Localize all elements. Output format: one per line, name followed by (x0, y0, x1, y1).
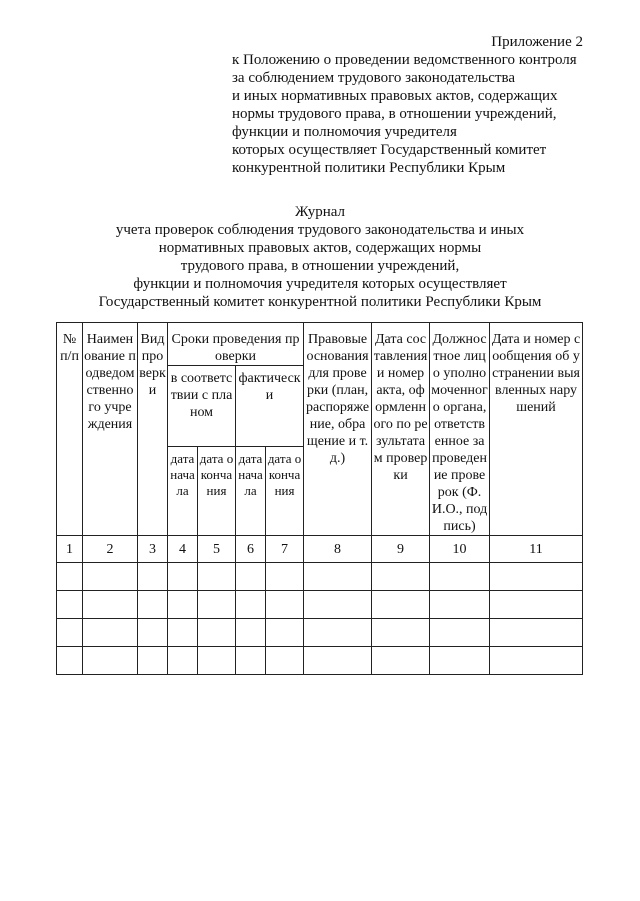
journal-line: трудового права, в отношении учреждений, (180, 258, 460, 274)
table-cell (138, 563, 168, 591)
appendix-line: функции и полномочия учредителя (232, 124, 457, 140)
journal-line: функции и полномочия учредителя которых осуществляет (133, 276, 507, 292)
column-number: 7 (266, 536, 304, 563)
table-cell (198, 591, 236, 619)
table-cell (266, 647, 304, 675)
appendix-text (232, 51, 602, 177)
table-cell (304, 563, 372, 591)
header-institution-name: Наименование подведомственного учреждения (83, 323, 138, 536)
header-planned-start: дата начала (168, 447, 198, 536)
table-cell (372, 619, 430, 647)
header-inspection-type: Вид проверки (138, 323, 168, 536)
table-row (57, 591, 583, 619)
column-number: 4 (168, 536, 198, 563)
table-cell (490, 591, 583, 619)
column-number: 5 (198, 536, 236, 563)
table-cell (304, 591, 372, 619)
journal-line: нормативных правовых актов, содержащих нормы (158, 240, 482, 256)
table-cell (138, 647, 168, 675)
appendix-title: Приложение 2 (491, 34, 583, 50)
column-number: 11 (490, 536, 583, 563)
column-number: 8 (304, 536, 372, 563)
table-cell (83, 591, 138, 619)
blank-rows (57, 563, 583, 675)
table-cell (198, 619, 236, 647)
table-cell (266, 591, 304, 619)
table-cell (430, 619, 490, 647)
table-cell (198, 563, 236, 591)
table-cell (266, 619, 304, 647)
header-actual-end: дата окончания (266, 447, 304, 536)
appendix-line: нормы трудового права, в отношении учреждений, (232, 106, 557, 122)
table-cell (372, 647, 430, 675)
journal-line: учета проверок соблюдения трудового законодательства и иных (115, 222, 525, 238)
table-cell (236, 591, 266, 619)
table-cell (430, 591, 490, 619)
header-actual: фактически (236, 366, 304, 447)
table-cell (138, 591, 168, 619)
appendix-line: конкурентной политики Республики Крым (232, 160, 506, 176)
table-cell (372, 563, 430, 591)
table-cell (83, 619, 138, 647)
table-cell (236, 563, 266, 591)
header-elimination-notice: Дата и номер сообщения об устранении выявленных нарушений (490, 323, 583, 536)
table-cell (236, 647, 266, 675)
table-cell (57, 591, 83, 619)
table-cell (236, 619, 266, 647)
table-cell (490, 647, 583, 675)
inspection-log-table (56, 322, 583, 675)
table-cell (168, 563, 198, 591)
table-cell (83, 647, 138, 675)
appendix-line: к Положению о проведении ведомственного контроля (232, 52, 577, 68)
header-legal-basis: Правовые основания для проверки (план, распоряжение, обращение и т.д.) (304, 323, 372, 536)
appendix-line: и иных нормативных правовых актов, содержащих (232, 88, 558, 104)
table-cell (304, 647, 372, 675)
header-planned: в соответствии с планом (168, 366, 236, 447)
table-cell (490, 619, 583, 647)
table-cell (138, 619, 168, 647)
table-cell (168, 619, 198, 647)
table-cell (490, 563, 583, 591)
header-actual-start: дата начала (236, 447, 266, 536)
table-cell (266, 563, 304, 591)
column-number-row (57, 536, 583, 563)
table-row (57, 647, 583, 675)
column-number: 1 (57, 536, 83, 563)
table-cell (430, 647, 490, 675)
column-number: 9 (372, 536, 430, 563)
table-cell (198, 647, 236, 675)
header-inspection-terms: Сроки проведения проверки (168, 323, 304, 366)
table-cell (83, 563, 138, 591)
column-number: 2 (83, 536, 138, 563)
column-number: 3 (138, 536, 168, 563)
appendix-line: за соблюдением трудового законодательства (232, 70, 516, 86)
journal-title: Журнал (294, 204, 345, 220)
header-act-date-number: Дата составления и номер акта, оформленного по результатам проверки (372, 323, 430, 536)
column-number: 6 (236, 536, 266, 563)
table-cell (430, 563, 490, 591)
header-responsible-official: Должностное лицо уполномоченного органа, ответственное за проведение проверок (Ф.И.О., подпись) (430, 323, 490, 536)
table-cell (57, 647, 83, 675)
table-cell (168, 647, 198, 675)
table-cell (57, 563, 83, 591)
table-row (57, 619, 583, 647)
journal-line: Государственный комитет конкурентной политики Республики Крым (98, 294, 542, 310)
journal-subtitle (0, 221, 640, 311)
table-cell (57, 619, 83, 647)
appendix-line: которых осуществляет Государственный комитет (232, 142, 547, 158)
table-cell (304, 619, 372, 647)
table-cell (372, 591, 430, 619)
table-row (57, 563, 583, 591)
column-number: 10 (430, 536, 490, 563)
header-num: № п/п (57, 323, 83, 536)
table-cell (168, 591, 198, 619)
header-planned-end: дата окончания (198, 447, 236, 536)
